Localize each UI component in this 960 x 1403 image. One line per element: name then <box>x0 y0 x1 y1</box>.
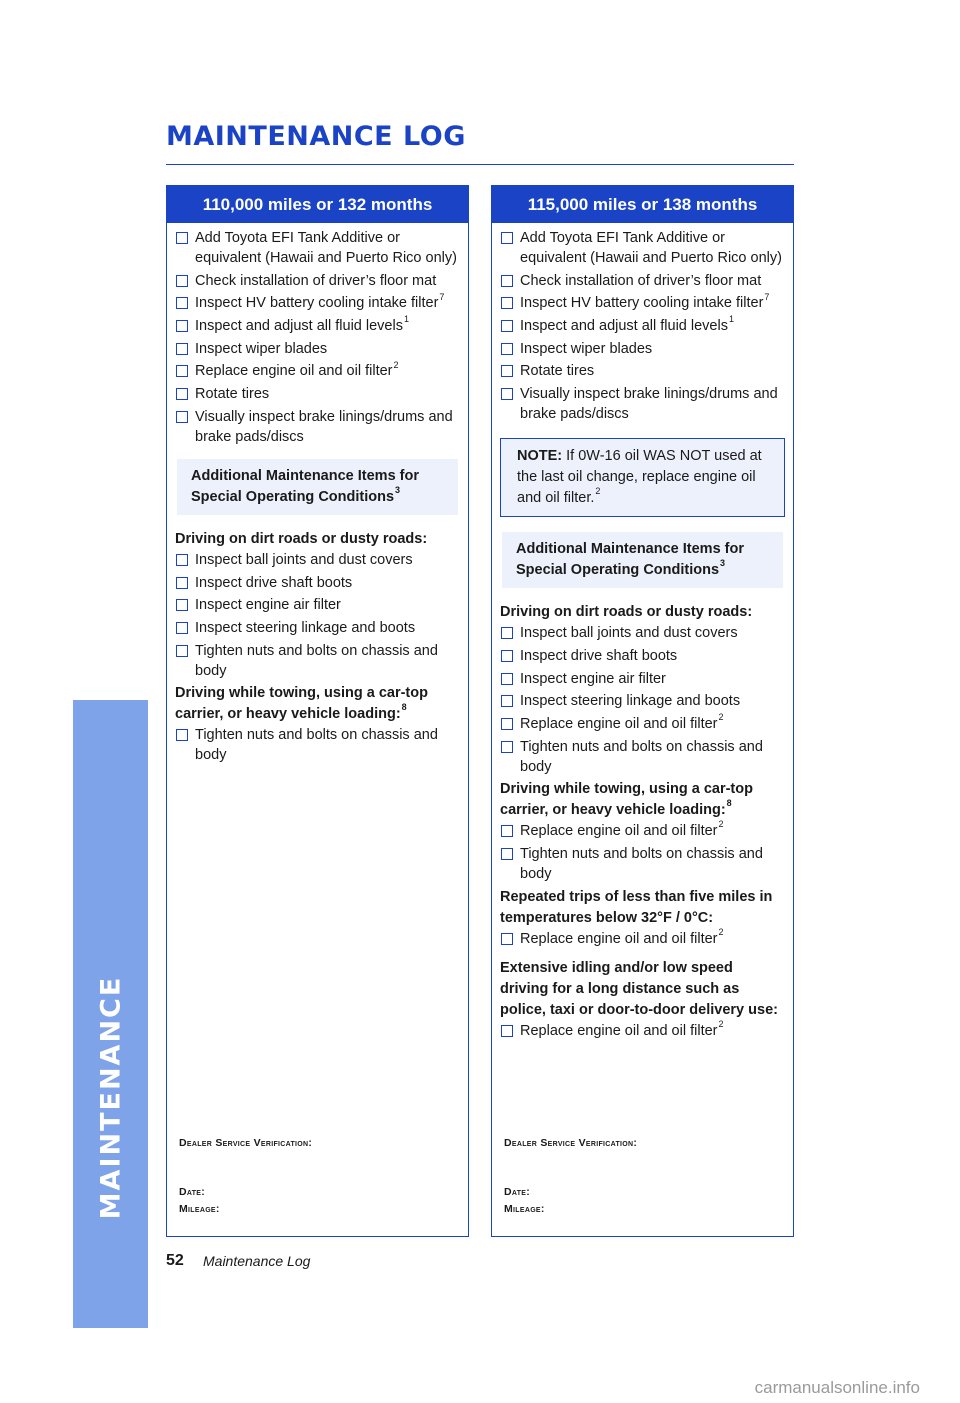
note-box <box>500 438 785 517</box>
checklist-item-text <box>195 339 460 359</box>
checklist-item <box>175 316 460 336</box>
checklist-item <box>175 725 460 765</box>
condition-title: Extensive idling and/or low speed driving for a long distance such as police, taxi or door-to-door delivery use: <box>500 960 778 1019</box>
special-conditions-title: Additional Maintenance Items for Special Operating Conditions <box>191 467 419 505</box>
checkbox[interactable] <box>501 320 513 332</box>
condition-heading <box>500 602 785 623</box>
checklist-item-text <box>195 595 460 615</box>
footnote-marker: 7 <box>439 291 445 302</box>
condition-title: Driving on dirt roads or dusty roads: <box>175 530 428 547</box>
checklist-item <box>175 271 460 291</box>
checklist <box>175 228 460 447</box>
checklist-item-text <box>520 669 785 689</box>
checklist-item <box>175 407 460 447</box>
condition-heading <box>500 887 785 929</box>
side-section-tab <box>73 700 148 1328</box>
checklist-item-text <box>195 316 460 336</box>
checkbox[interactable] <box>501 1025 513 1037</box>
checklist-item-text <box>520 316 785 336</box>
item-label: Inspect steering linkage and boots <box>195 619 416 636</box>
checkbox[interactable] <box>176 275 188 287</box>
checkbox[interactable] <box>176 645 188 657</box>
checklist-item <box>500 737 785 777</box>
checkbox[interactable] <box>501 933 513 945</box>
checkbox[interactable] <box>176 297 188 309</box>
checklist-item-text <box>520 623 785 643</box>
checklist-item <box>500 691 785 711</box>
item-label: Inspect ball joints and dust covers <box>520 625 738 642</box>
footnote-marker: 2 <box>595 486 601 497</box>
footnote-marker: 2 <box>393 359 399 370</box>
condition-title: Driving on dirt roads or dusty roads: <box>500 604 753 621</box>
checklist-item <box>500 339 785 359</box>
checklist-item-text <box>195 228 460 268</box>
mileage-label: Mileage: <box>504 1203 545 1215</box>
condition-title: Driving while towing, using a car-top carrier, or heavy vehicle loading: <box>175 685 428 723</box>
checkbox[interactable] <box>501 343 513 355</box>
conditions-list <box>175 529 460 765</box>
item-label: Inspect drive shaft boots <box>520 647 678 664</box>
item-label: Inspect engine air filter <box>195 597 341 614</box>
checklist-item-text <box>520 228 785 268</box>
checklist-item-text <box>520 339 785 359</box>
checklist-item <box>500 384 785 424</box>
item-label: Replace engine oil and oil filter <box>520 1023 718 1040</box>
condition-title: Repeated trips of less than five miles in temperatures below 32°F / 0°C: <box>500 888 773 926</box>
item-label: Replace engine oil and oil filter <box>520 823 718 840</box>
dealer-verification <box>179 1135 312 1218</box>
checkbox[interactable] <box>501 673 513 685</box>
checklist-item <box>175 293 460 313</box>
checklist-item-text <box>520 926 785 949</box>
special-conditions-title: Additional Maintenance Items for Special Operating Conditions <box>516 541 744 579</box>
dealer-verification-label: Dealer Service Verification: <box>179 1137 313 1149</box>
footnote-marker: 1 <box>728 314 734 325</box>
checklist-item <box>500 844 785 884</box>
checklist-item-text <box>520 821 785 841</box>
checkbox[interactable] <box>176 365 188 377</box>
interval-card-115000 <box>491 185 794 1237</box>
footer-section-label: Maintenance Log <box>203 1253 311 1269</box>
checklist-item-text <box>195 407 460 447</box>
checklist-item-text <box>195 293 460 313</box>
checkbox[interactable] <box>176 411 188 423</box>
date-label: Date: <box>179 1186 206 1198</box>
checkbox[interactable] <box>501 650 513 662</box>
footnote-marker: 7 <box>764 291 770 302</box>
checklist-item-text <box>520 737 785 777</box>
checklist-item <box>500 271 785 291</box>
checkbox[interactable] <box>501 275 513 287</box>
item-label: Tighten nuts and bolts on chassis and body <box>520 845 763 882</box>
footnote-marker: 3 <box>720 558 726 569</box>
title-divider <box>166 164 794 165</box>
conditions-list <box>500 602 785 1041</box>
mileage-label: Mileage: <box>179 1203 220 1215</box>
item-label: Visually inspect brake linings/drums and brake pads/discs <box>520 386 778 423</box>
checklist-item <box>175 550 460 570</box>
checkbox[interactable] <box>501 365 513 377</box>
checklist-item-text <box>520 361 785 381</box>
checkbox[interactable] <box>176 599 188 611</box>
checkbox[interactable] <box>176 388 188 400</box>
checkbox[interactable] <box>176 554 188 566</box>
checkbox[interactable] <box>501 627 513 639</box>
item-label: Inspect and adjust all fluid levels <box>520 318 728 335</box>
checklist-item <box>175 384 460 404</box>
checklist-item-text <box>195 550 460 570</box>
checklist-item-text <box>520 646 785 666</box>
checklist-item <box>500 1021 785 1041</box>
checklist-item-text <box>520 714 785 734</box>
checklist-item <box>175 618 460 638</box>
note-label: NOTE: <box>517 448 563 465</box>
footnote-marker: 3 <box>395 484 401 495</box>
checkbox[interactable] <box>501 825 513 837</box>
checklist-item <box>175 339 460 359</box>
page-number: 52 <box>166 1252 184 1269</box>
checklist-item-text <box>520 844 785 884</box>
page-title: MAINTENANCE LOG <box>166 121 466 152</box>
checklist-item-text <box>195 641 460 681</box>
item-label: Add Toyota EFI Tank Additive or equivalent (Hawaii and Puerto Rico only) <box>195 230 457 266</box>
item-label: Check installation of driver’s floor mat <box>195 272 437 289</box>
checklist-item-text <box>520 293 785 313</box>
checkbox[interactable] <box>176 729 188 741</box>
item-label: Replace engine oil and oil filter <box>520 930 718 947</box>
checklist-item <box>500 228 785 268</box>
checkbox[interactable] <box>501 388 513 400</box>
checkbox[interactable] <box>176 343 188 355</box>
checkbox[interactable] <box>501 848 513 860</box>
checklist-item-text <box>195 361 460 381</box>
footnote-marker: 8 <box>401 702 407 713</box>
item-label: Inspect drive shaft boots <box>195 574 353 591</box>
item-label: Check installation of driver’s floor mat <box>520 272 762 289</box>
checklist-item-text <box>520 1021 785 1041</box>
item-label: Tighten nuts and bolts on chassis and body <box>520 738 763 775</box>
special-conditions-box <box>502 532 783 588</box>
item-label: Rotate tires <box>195 386 270 403</box>
checklist-item-text <box>195 725 460 765</box>
item-label: Add Toyota EFI Tank Additive or equivalent (Hawaii and Puerto Rico only) <box>520 230 782 266</box>
checkbox[interactable] <box>501 695 513 707</box>
item-label: Inspect steering linkage and boots <box>520 693 741 710</box>
checklist-item <box>175 641 460 681</box>
checklist-item <box>500 293 785 313</box>
condition-heading <box>175 683 460 725</box>
checkbox[interactable] <box>501 741 513 753</box>
checklist-item-text <box>195 573 460 593</box>
item-label: Replace engine oil and oil filter <box>195 363 393 380</box>
interval-card-110000 <box>166 185 469 1237</box>
footnote-marker: 2 <box>718 1019 724 1030</box>
item-label: Tighten nuts and bolts on chassis and body <box>195 727 438 764</box>
checklist-item <box>500 669 785 689</box>
checklist-item <box>175 573 460 593</box>
item-label: Inspect engine air filter <box>520 670 666 687</box>
checklist-item <box>500 361 785 381</box>
item-label: Inspect HV battery cooling intake filter <box>195 295 439 312</box>
condition-heading <box>500 958 785 1021</box>
item-label: Tighten nuts and bolts on chassis and body <box>195 642 438 679</box>
item-label: Inspect and adjust all fluid levels <box>195 318 403 335</box>
checklist-item-text <box>520 691 785 711</box>
checklist-item-text <box>195 384 460 404</box>
checkbox[interactable] <box>176 320 188 332</box>
checklist-item-text <box>195 271 460 291</box>
checkbox[interactable] <box>501 718 513 730</box>
footnote-marker: 8 <box>726 798 732 809</box>
note-text: If 0W-16 oil WAS NOT used at the last oil change, replace engine oil and oil filter. <box>517 448 762 507</box>
checklist-item-text <box>520 384 785 424</box>
checkbox[interactable] <box>501 232 513 244</box>
footnote-marker: 2 <box>718 819 724 830</box>
checklist <box>500 228 785 424</box>
interval-header: 110,000 miles or 132 months <box>167 186 468 223</box>
item-label: Visually inspect brake linings/drums and brake pads/discs <box>195 408 453 445</box>
item-label: Rotate tires <box>520 363 595 380</box>
checkbox[interactable] <box>176 622 188 634</box>
checklist-item <box>500 623 785 643</box>
item-label: Inspect HV battery cooling intake filter <box>520 295 764 312</box>
footnote-marker: 2 <box>718 712 724 723</box>
special-conditions-box <box>177 459 458 515</box>
checklist-item <box>500 316 785 336</box>
side-tab-label: MAINTENANCE <box>95 975 126 1220</box>
checklist-item <box>500 646 785 666</box>
item-label: Inspect ball joints and dust covers <box>195 551 413 568</box>
condition-title: Driving while towing, using a car-top carrier, or heavy vehicle loading: <box>500 781 753 819</box>
watermark: carmanualsonline.info <box>754 1378 920 1397</box>
checklist-item <box>500 926 785 949</box>
footnote-marker: 2 <box>718 926 724 937</box>
checklist-item <box>175 228 460 268</box>
checklist-item-text <box>520 271 785 291</box>
checklist-item <box>175 361 460 381</box>
checklist-item-text <box>195 618 460 638</box>
item-label: Inspect wiper blades <box>520 340 653 357</box>
checklist-item <box>500 714 785 734</box>
item-label: Inspect wiper blades <box>195 340 328 357</box>
date-label: Date: <box>504 1186 531 1198</box>
dealer-verification <box>504 1135 637 1218</box>
checklist-item <box>175 595 460 615</box>
checkbox[interactable] <box>176 232 188 244</box>
condition-heading <box>175 529 460 550</box>
footnote-marker: 1 <box>403 314 409 325</box>
dealer-verification-label: Dealer Service Verification: <box>504 1137 638 1149</box>
checklist-item <box>500 821 785 841</box>
checkbox[interactable] <box>501 297 513 309</box>
interval-header: 115,000 miles or 138 months <box>492 186 793 223</box>
item-label: Replace engine oil and oil filter <box>520 715 718 732</box>
checkbox[interactable] <box>176 577 188 589</box>
condition-heading <box>500 779 785 821</box>
